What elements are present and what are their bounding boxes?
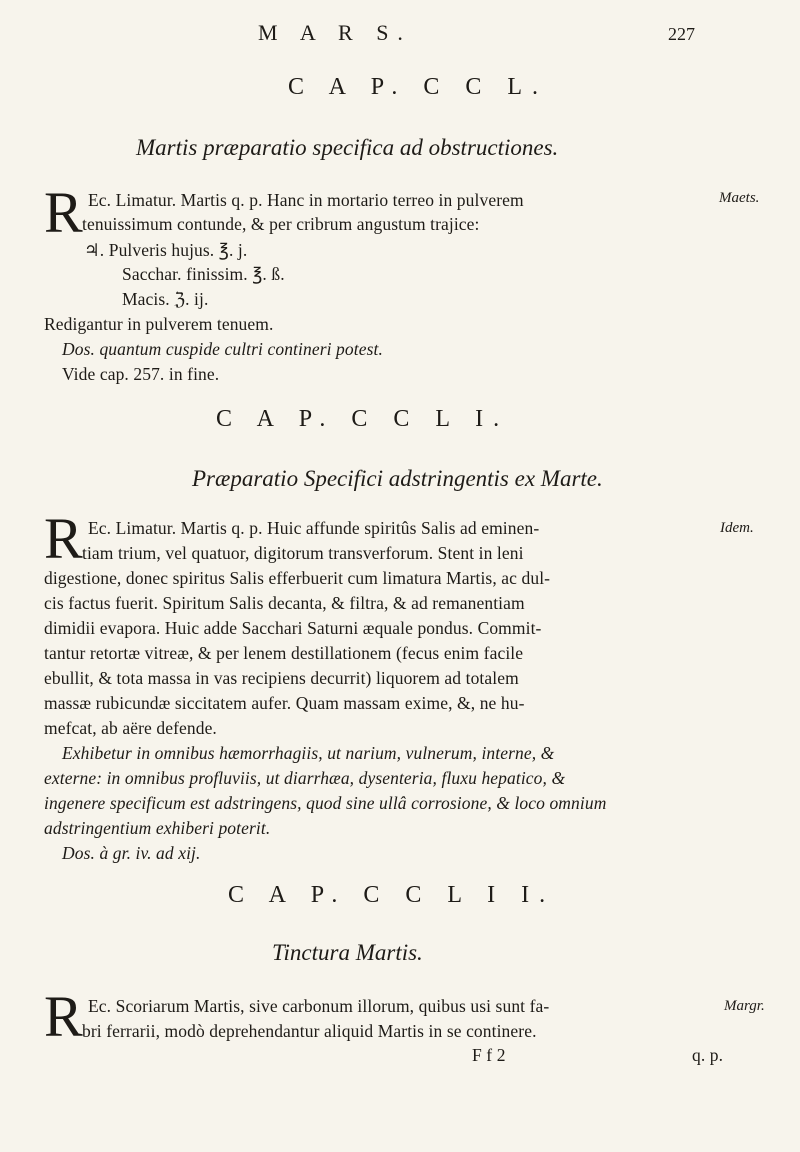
text-line: Ec. Scoriarum Martis, sive carbonum illorum, quibus usi sunt fa- xyxy=(88,996,550,1016)
recipe-line: Sacchar. finissim. ℥. ß. xyxy=(122,264,285,284)
text-line: digestione, donec spiritus Salis efferbuerit cum limatura Martis, ac dul- xyxy=(44,568,551,588)
usage-line: externe: in omnibus profluviis, ut diarrhæa, dysenteria, fluxu hepatico, & xyxy=(44,768,566,788)
chapter-heading-250: C A P. C C L. xyxy=(288,74,549,100)
text-line: dimidii evapora. Huic adde Sacchari Saturni æquale pondus. Commit- xyxy=(44,618,542,638)
recipe-line: ♃. Pulveris hujus. ℥. j. xyxy=(84,240,248,260)
text-line: tiam trium, vel quatuor, digitorum transverforum. Stent in leni xyxy=(82,543,524,563)
chapter-title-250: Martis præparatio specifica ad obstructiones. xyxy=(136,135,559,160)
text-line: tantur retortæ vitreæ, & per lenem destillationem (fecus enim facile xyxy=(44,643,524,663)
chapter-title-251: Præparatio Specifici adstringentis ex Marte. xyxy=(192,466,603,491)
recipe-line: Macis. ℨ. ij. xyxy=(122,289,209,309)
page-number: 227 xyxy=(668,24,695,44)
usage-line: adstringentium exhiberi poterit. xyxy=(44,818,271,838)
margin-note-251: Idem. xyxy=(720,520,754,536)
usage-line: ingenere specificum est adstringens, quod sine ullâ corrosione, & loco omnium xyxy=(44,793,607,813)
text-line: Vide cap. 257. in fine. xyxy=(62,364,220,384)
text-line: cis factus fuerit. Spiritum Salis decanta, & filtra, & ad remanentiam xyxy=(44,593,525,613)
chapter-heading-252: C A P. C C L I I. xyxy=(228,882,556,908)
catchword: q. p. xyxy=(692,1045,724,1065)
chapter-title-252: Tinctura Martis. xyxy=(272,940,423,965)
chapter-heading-251: C A P. C C L I. xyxy=(216,406,510,432)
text-line: Redigantur in pulverem tenuem. xyxy=(44,314,274,334)
text-line: Ec. Limatur. Martis q. p. Hanc in mortario terreo in pulverem xyxy=(88,190,524,210)
drop-cap-250: R xyxy=(44,180,83,245)
text-line: bri ferrarii, modò deprehendantur aliquid Martis in se continere. xyxy=(82,1021,537,1041)
dose-line: Dos. à gr. iv. ad xij. xyxy=(62,843,201,863)
text-line: massæ rubicundæ siccitatem aufer. Quam massam exime, &, ne hu- xyxy=(44,693,525,713)
drop-cap-251: R xyxy=(44,506,83,571)
margin-note-252: Margr. xyxy=(724,998,765,1014)
text-line: mefcat, ab aëre defende. xyxy=(44,718,217,738)
usage-line: Exhibetur in omnibus hæmorrhagiis, ut narium, vulnerum, interne, & xyxy=(62,743,555,763)
dose-line: Dos. quantum cuspide cultri contineri potest. xyxy=(62,339,383,359)
text-line: tenuissimum contunde, & per cribrum angustum trajice: xyxy=(82,214,480,234)
text-line: Ec. Limatur. Martis q. p. Huic affunde spiritûs Salis ad eminen- xyxy=(88,518,540,538)
signature-mark: F f 2 xyxy=(472,1045,506,1065)
margin-note-250: Maets. xyxy=(719,190,760,206)
running-head: M A R S. xyxy=(258,20,412,45)
text-line: ebullit, & tota massa in vas recipiens decurrit) liquorem ad totalem xyxy=(44,668,519,688)
drop-cap-252: R xyxy=(44,984,83,1049)
